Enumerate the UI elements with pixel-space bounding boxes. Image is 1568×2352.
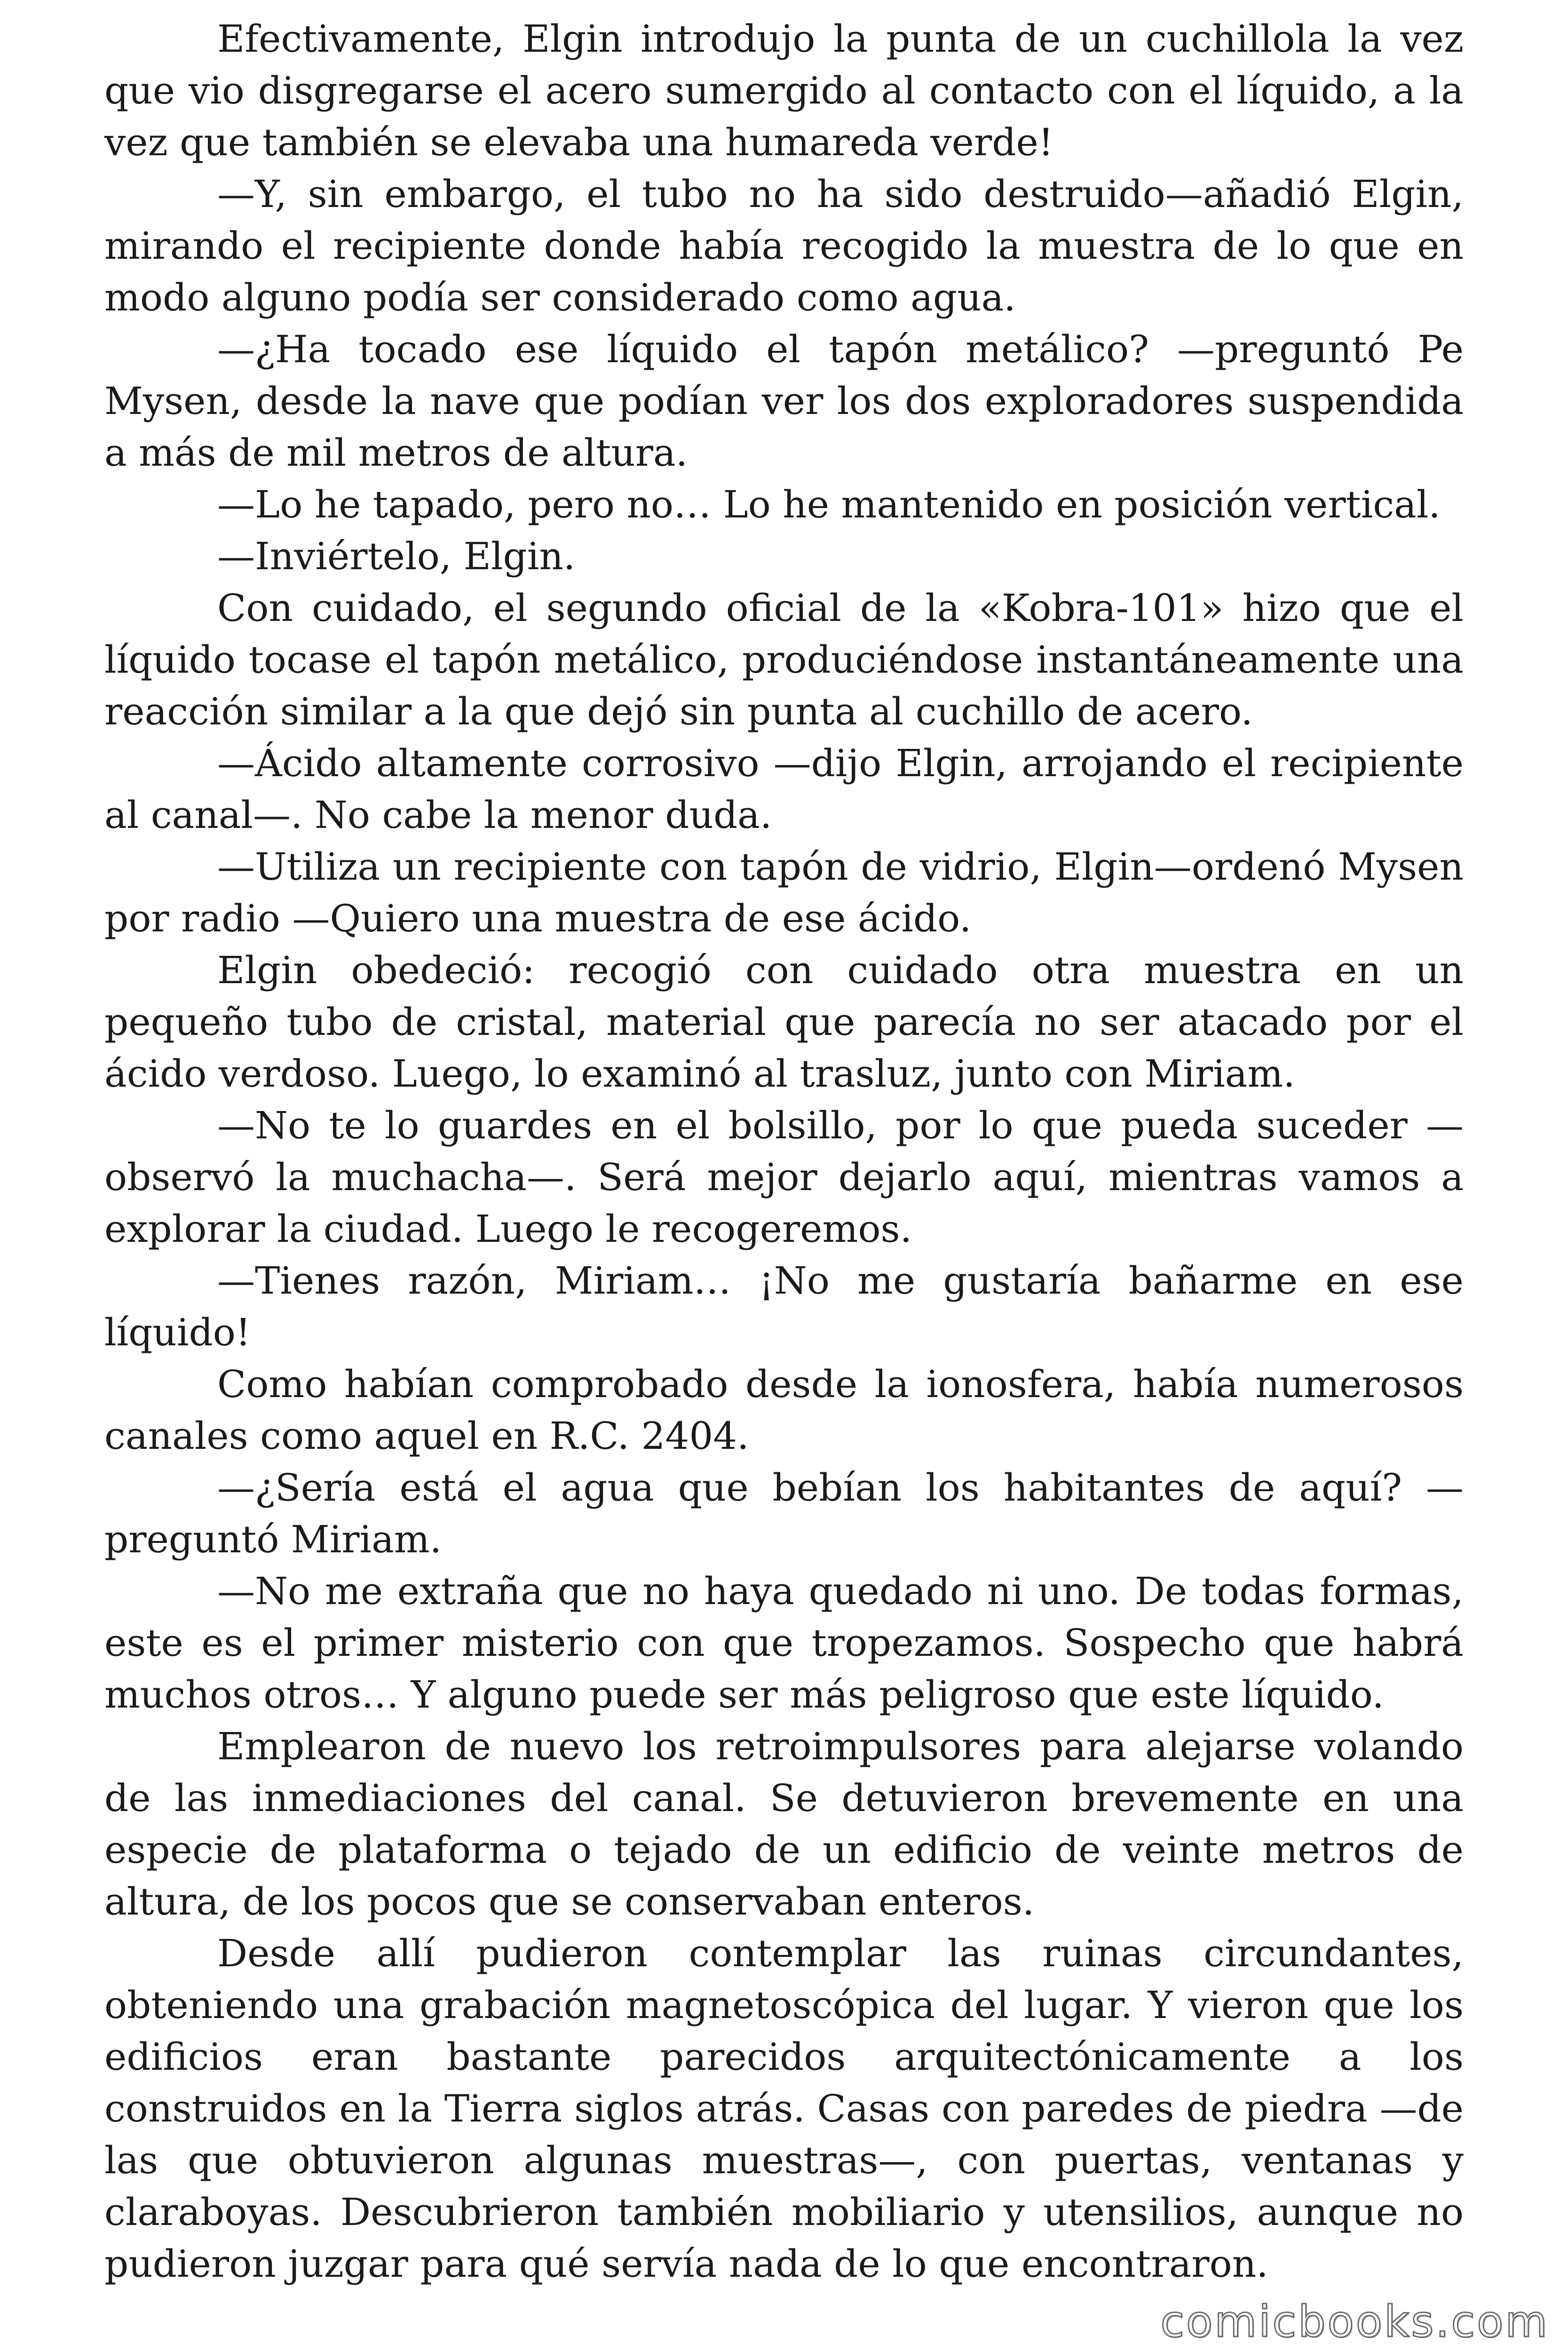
paragraph: —No me extraña que no haya quedado ni uno. De todas formas, este es el primer misterio con que tropezamos. Sospecho que habrá muchos otros… Y alguno puede ser más peligroso que este líquido. — [104, 1569, 1464, 1716]
paragraph: —Lo he tapado, pero no… Lo he mantenido en posición vertical. — [217, 483, 1441, 526]
page-body-text — [104, 13, 1464, 2290]
paragraph: Con cuidado, el segundo oficial de la «Kobra-101» hizo que el líquido tocase el tapón metálico, produciéndose instantáneamente una reacción similar a la que dejó sin punta al cuchillo de acero. — [104, 586, 1464, 733]
paragraph: Elgin obedeció: recogió con cuidado otra muestra en un pequeño tubo de cristal, material que parecía no ser atacado por el ácido verdoso. Luego, lo examinó al trasluz, junto con Miriam. — [104, 948, 1464, 1096]
site-watermark: comicbooks.com — [1160, 2296, 1549, 2347]
paragraph: —Utiliza un recipiente con tapón de vidrio, Elgin—ordenó Mysen por radio —Quiero una muestra de ese ácido. — [104, 845, 1464, 940]
paragraph: Desde allí pudieron contemplar las ruinas circundantes, obteniendo una grabación magnetoscópica del lugar. Y vieron que los edificios eran bastante parecidos arquitectónicamente a los construidos en la Tierra siglos atrás. Casas con paredes de piedra —de las que obtuvieron algunas muestras—, con puertas, ventanas y claraboyas. Descubrieron también mobiliario y utensilios, aunque no pudieron juzgar para qué servía nada de lo que encontraron. — [104, 1931, 1464, 2286]
paragraph: —Y, sin embargo, el tubo no ha sido destruido—añadió Elgin, mirando el recipiente donde había recogido la muestra de lo que en modo alguno podía ser considerado como agua. — [104, 172, 1464, 319]
paragraph: —No te lo guardes en el bolsillo, por lo que pueda suceder — observó la muchacha—. Será mejor dejarlo aquí, mientras vamos a explorar la ciudad. Luego le recogeremos. — [104, 1104, 1464, 1251]
paragraph: —¿Sería está el agua que bebían los habitantes de aquí? — preguntó Miriam. — [104, 1466, 1464, 1561]
paragraph: —Tienes razón, Miriam… ¡No me gustaría bañarme en ese líquido! — [104, 1259, 1464, 1354]
paragraph: Efectivamente, Elgin introdujo la punta de un cuchillola la vez que vio disgregarse el acero sumergido al contacto con el líquido, a la vez que también se elevaba una humareda verde! — [104, 17, 1464, 164]
paragraph: —Ácido altamente corrosivo —dijo Elgin, arrojando el recipiente al canal—. No cabe la menor duda. — [104, 741, 1464, 837]
paragraph: —Inviértelo, Elgin. — [217, 534, 576, 578]
paragraph: Emplearon de nuevo los retroimpulsores para alejarse volando de las inmediaciones del canal. Se detuvieron brevemente en una especie de plataforma o tejado de un edificio de veinte metros de altura, de los pocos que se conservaban enteros. — [104, 1724, 1464, 1923]
paragraph: —¿Ha tocado ese líquido el tapón metálico? —preguntó Pe Mysen, desde la nave que podían ver los dos exploradores suspendida a más de mil metros de altura. — [104, 327, 1464, 475]
paragraph: Como habían comprobado desde la ionosfera, había numerosos canales como aquel en R.C. 2404. — [104, 1362, 1464, 1458]
